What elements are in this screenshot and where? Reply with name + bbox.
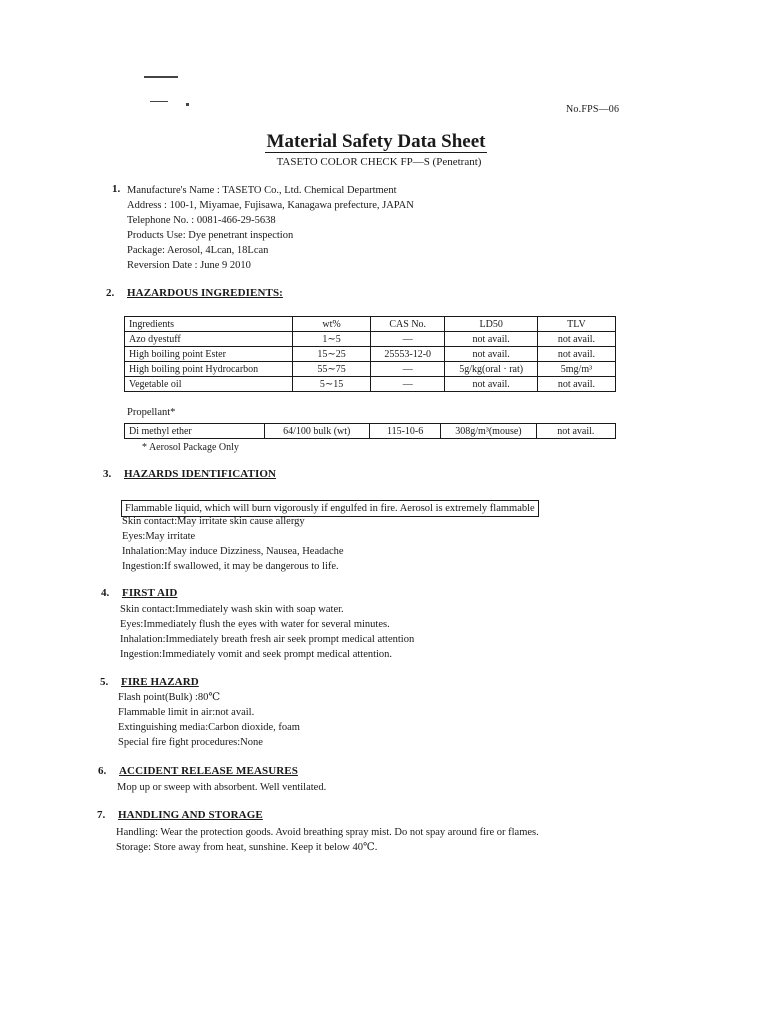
first-aid-label: Eyes:	[120, 619, 144, 630]
scan-mark	[144, 76, 178, 78]
table-cell: 64/100 bulk (wt)	[264, 424, 369, 439]
fire-hazard-label: Flammable limit in air:	[118, 707, 216, 718]
table-row	[125, 332, 616, 347]
first-aid-label: Inhalation:	[120, 634, 166, 645]
section-4-title: FIRST AID	[122, 587, 178, 599]
section-6-title: ACCIDENT RELEASE MEASURES	[119, 765, 298, 777]
fire-hazard-value: 80℃	[197, 692, 221, 703]
handling-line: Handling: Wear the protection goods. Avoid breathing spray mist. Do not spay around fire or flames.	[116, 827, 539, 838]
hazard-label: Skin contact:	[122, 516, 178, 527]
first-aid-list	[120, 602, 414, 662]
table-cell: not avail.	[536, 424, 615, 439]
flammable-warning-box: Flammable liquid, which will burn vigorously if engulfed in fire. Aerosol is extremely flammable	[121, 500, 539, 517]
hazard-text: May irritate skin cause allergy	[177, 516, 305, 527]
accident-release-text: Mop up or sweep with absorbent. Well ventilated.	[117, 782, 327, 793]
table-cell: 308g/m³(mouse)	[441, 424, 536, 439]
table-header-cell: CAS No.	[370, 317, 444, 332]
table-cell: not avail.	[445, 377, 537, 392]
first-aid-text: Immediately breath fresh air seek prompt medical attention	[165, 634, 415, 645]
hazards-list	[122, 514, 344, 574]
section-1-number: 1.	[112, 183, 121, 195]
first-aid-label: Skin contact:	[120, 604, 176, 615]
table-cell: not avail.	[537, 332, 615, 347]
section-3-title: HAZARDS IDENTIFICATION	[124, 468, 277, 480]
telephone-line: Telephone No. : 0081-466-29-5638	[127, 215, 276, 226]
products-use-line: Products Use: Dye penetrant inspection	[127, 230, 294, 241]
table-cell: not avail.	[537, 347, 615, 362]
subtitle-wrap	[0, 156, 768, 168]
table-cell: Azo dyestuff	[125, 332, 293, 347]
table-row	[125, 347, 616, 362]
scan-mark	[186, 103, 189, 106]
section-7-title: HANDLING AND STORAGE	[118, 809, 263, 821]
table-cell: —	[370, 332, 444, 347]
table-header-cell: TLV	[537, 317, 615, 332]
section-1-body	[127, 183, 414, 273]
table-cell: —	[370, 362, 444, 377]
table-cell: 15∼25	[293, 347, 371, 362]
section-5-number: 5.	[100, 676, 109, 688]
table-header-cell: wt%	[293, 317, 371, 332]
section-6-number: 6.	[98, 765, 107, 777]
table-header-cell: Ingredients	[125, 317, 293, 332]
table-cell: not avail.	[537, 377, 615, 392]
section-5-title: FIRE HAZARD	[121, 676, 199, 688]
table-header-cell: LD50	[445, 317, 537, 332]
table-cell: 115-10-6	[369, 424, 440, 439]
table-cell: not avail.	[445, 332, 537, 347]
scan-mark	[150, 101, 168, 102]
table-cell: 1∼5	[293, 332, 371, 347]
table-cell: not avail.	[445, 347, 537, 362]
hazard-label: Ingestion:	[122, 561, 164, 572]
table-cell: High boiling point Hydrocarbon	[125, 362, 293, 377]
first-aid-text: Immediately flush the eyes with water for several minutes.	[143, 619, 390, 630]
fire-hazard-list	[118, 690, 300, 750]
manufacturer-line: Manufacture's Name : TASETO Co., Ltd. Chemical Department	[127, 185, 397, 196]
table-cell: Di methyl ether	[125, 424, 265, 439]
table-cell: 5g/kg(oral · rat)	[445, 362, 537, 377]
table-cell: 25553-12-0	[370, 347, 444, 362]
table-cell: 55∼75	[293, 362, 371, 377]
revision-date-line: Reversion Date : June 9 2010	[127, 260, 251, 271]
fire-hazard-label: Extinguishing media:	[118, 722, 209, 733]
first-aid-text: Immediately vomit and seek prompt medical attention.	[162, 649, 393, 660]
propellant-table	[124, 423, 616, 439]
hazard-label: Inhalation:	[122, 546, 168, 557]
table-cell: 5∼15	[293, 377, 371, 392]
section-4-number: 4.	[101, 587, 110, 599]
section-2-title: HAZARDOUS INGREDIENTS:	[127, 287, 283, 299]
page-subtitle: TASETO COLOR CHECK FP—S (Penetrant)	[276, 156, 482, 168]
handling-storage-body	[116, 825, 539, 855]
hazard-text: May irritate	[145, 531, 196, 542]
hazard-text: If swallowed, it may be dangerous to life.	[164, 561, 339, 572]
hazard-text: May induce Dizziness, Nausea, Headache	[167, 546, 344, 557]
fire-hazard-label: Flash point(Bulk) :	[118, 692, 198, 703]
ingredients-table	[124, 316, 616, 392]
section-2-number: 2.	[106, 287, 115, 299]
section-3-number: 3.	[103, 468, 112, 480]
propellant-label: Propellant*	[127, 407, 176, 418]
fire-hazard-label: Special fire fight procedures:	[118, 737, 241, 748]
document-number: No.FPS—06	[566, 104, 620, 115]
fire-hazard-value: not avail.	[215, 707, 255, 718]
table-row	[125, 362, 616, 377]
hazard-label: Eyes:	[122, 531, 146, 542]
fire-hazard-value: None	[240, 737, 263, 748]
table-header-row	[125, 317, 616, 332]
page-title: Material Safety Data Sheet	[266, 131, 486, 152]
table-row	[125, 424, 616, 439]
first-aid-label: Ingestion:	[120, 649, 162, 660]
package-line: Package: Aerosol, 4Lcan, 18Lcan	[127, 245, 269, 256]
storage-line: Storage: Store away from heat, sunshine. Keep it below 40℃.	[116, 842, 378, 853]
page-title-wrap	[0, 132, 768, 153]
table-cell: 5mg/m³	[537, 362, 615, 377]
address-line: Address : 100-1, Miyamae, Fujisawa, Kanagawa prefecture, JAPAN	[127, 200, 414, 211]
table-row	[125, 377, 616, 392]
fire-hazard-value: Carbon dioxide, foam	[208, 722, 300, 733]
table-cell: High boiling point Ester	[125, 347, 293, 362]
table-cell: —	[370, 377, 444, 392]
section-7-number: 7.	[97, 809, 106, 821]
aerosol-footnote: * Aerosol Package Only	[142, 442, 239, 453]
first-aid-text: Immediately wash skin with soap water.	[175, 604, 344, 615]
table-cell: Vegetable oil	[125, 377, 293, 392]
